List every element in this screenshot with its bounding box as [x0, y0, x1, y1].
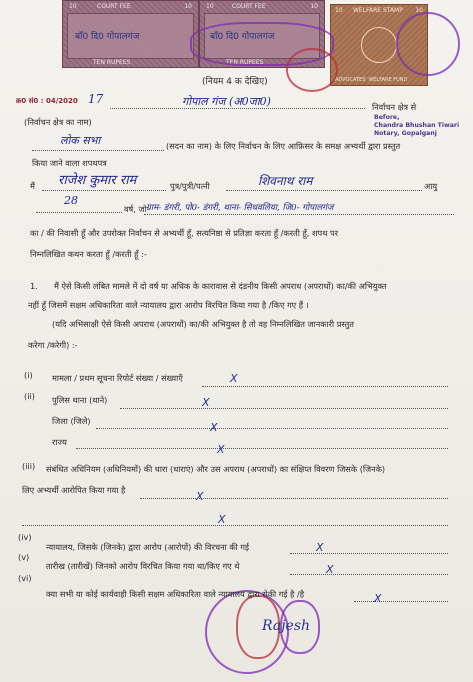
item-ii-line — [120, 408, 448, 409]
constituency-caption: (निर्वाचन क्षेत्र का नाम) — [24, 117, 92, 127]
age-label: आयु — [424, 181, 438, 191]
address-line — [144, 214, 454, 215]
item-ii-label: पुलिस थाना (थाने) — [52, 395, 108, 405]
item-iii-label: संबंधित अधिनियम (अधिनियमों) की धारा (धाराएं) और उस अपराध (अपराधों) का संक्षिप्त विवरण जिसके (जिनके) — [46, 464, 386, 474]
constituency-name: गोपाल गंज (अ0जा0) — [182, 95, 271, 108]
court-fee-stamp-2: 10 COURT FEE 10 बाँ0 दि0 गोपालगंज TEN RUPEES — [199, 0, 325, 68]
serial-stamp: क्र0 सं0 : 04/2020 — [16, 97, 78, 105]
father-line — [226, 190, 422, 191]
item-vi-number: (vi) — [18, 573, 32, 583]
item-vi-answer: X — [374, 592, 382, 605]
house-line — [32, 150, 164, 151]
house-text-2: किया जाने वाला शपथपत्र — [32, 158, 107, 168]
item-v-line — [290, 574, 448, 575]
item-iii-line — [140, 498, 448, 499]
item-ii-number: (ii) — [24, 391, 35, 401]
item-vi-label: क्या सभी या कोई कार्यवाही किसी सक्षम अधिकारिता वाले न्यायालय द्वारा रोकी गई है /है — [46, 589, 305, 599]
resident-text: का / की निवासी हूँ और उपरोक्त निर्वाचन से अभ्यर्थी हूँ, सत्यनिष्ठा से प्रतिज्ञा करता हूँ /करती हूँ, शपथ पर — [30, 228, 339, 238]
red-seal-top — [286, 48, 338, 92]
item-i-answer: X — [230, 372, 238, 385]
item-v-number: (v) — [18, 552, 30, 562]
item-i-label: मामला / प्रथम सूचना रिपोर्ट संख्या / संख्याएँ — [52, 373, 183, 383]
candidate-prefix: मैं — [30, 181, 35, 191]
item-i-number: (i) — [24, 370, 33, 380]
signature: Rajesh — [262, 618, 311, 634]
rule-reference: (नियम 4 क देखिए) — [202, 77, 268, 87]
constituency-number: 17 — [88, 92, 104, 106]
item-iii-answer-2: X — [218, 513, 226, 526]
house-name: लोक सभा — [60, 134, 101, 147]
para-1-line-3: (यदि अभिसाक्षी ऐसे किसी अपराध (अपराधों) का/की अभियुक्त है तो वह निम्नलिखित जानकारी प्रस्तुत — [52, 319, 354, 329]
item-v-answer: X — [326, 563, 334, 576]
address: ग्राम- डंगरी, पो0- डंगरी, थाना- सिधवलिया, जि0- गोपालगंज — [146, 203, 334, 213]
age-line — [36, 212, 122, 213]
item-iv-number: (iv) — [18, 532, 32, 542]
item-iii-label-2: लिए अभ्यर्थी आरोपित किया गया है — [22, 485, 126, 495]
notary-stamp: Before, Chandra Bhushan Tiwari Notary, Gopalganj — [374, 114, 460, 138]
house-text: (सदन का नाम) के लिए निर्वाचन के लिए आफ़िसर के समक्ष अभ्यर्थी द्वारा प्रस्तुत — [166, 141, 401, 151]
item-iii-answer: X — [196, 490, 204, 503]
para-1-line-4: करेगा /करेगी) :- — [28, 340, 78, 350]
item-ii-answer: X — [202, 396, 210, 409]
relation-label: पुत्र/पुत्री/पत्नी — [170, 181, 210, 191]
age-value: 28 — [64, 194, 78, 207]
candidate-name-line — [42, 190, 166, 191]
state-line — [76, 448, 448, 449]
para-1-number: 1. — [30, 281, 38, 291]
para-1-line-1: मैं ऐसे किसी लंबित मामले में दो वर्ष या अधिक के कारावास से दंडनीय किसी अपराध (अपराधों) का/की अभियुक्त — [54, 281, 387, 291]
item-iv-answer: X — [316, 541, 324, 554]
years-label: वर्ष, जो — [124, 204, 147, 214]
court-fee-stamp-1: 10 COURT FEE 10 बाँ0 दि0 गोपालगंज TEN RUPEES — [62, 0, 199, 68]
item-iv-line — [290, 553, 448, 554]
para-1-line-2: नहीं हूँ जिसमें सक्षम अधिकारिता वाले न्यायालय द्वारा आरोप विरचित किया गया है /किए गए हैं । — [28, 300, 309, 310]
constituency-suffix: निर्वाचन क्षेत्र से — [372, 102, 417, 112]
welfare-stamp: 10 WELFARE STAMP 10 ADVOCATES' WELFARE FUND — [330, 4, 428, 86]
state-label: राज्य — [52, 437, 67, 447]
district-line — [96, 428, 448, 429]
candidate-name: राजेश कुमार राम — [58, 173, 137, 188]
purple-seal-right — [396, 12, 460, 76]
father-name: शिवनाथ राम — [258, 174, 313, 188]
district-label: जिला (जिले) — [52, 416, 91, 426]
item-v-label: तारीख (तारीखें) जिनको आरोप विरचित किया गया था/किए गए थे — [46, 561, 240, 571]
item-i-line — [202, 386, 448, 387]
statement-text: निम्नलिखित कथन करता हूँ /करती हूँ :- — [30, 249, 147, 259]
item-iv-label: न्यायालय, जिसके (जिनके) द्वारा आरोप (आरोपों) की विरचना की गई — [46, 542, 250, 552]
item-iii-number: (iii) — [22, 461, 36, 471]
item-iii-line-2 — [22, 525, 448, 526]
state-answer: X — [217, 443, 225, 456]
district-answer: X — [210, 421, 218, 434]
item-vi-line — [354, 601, 448, 602]
